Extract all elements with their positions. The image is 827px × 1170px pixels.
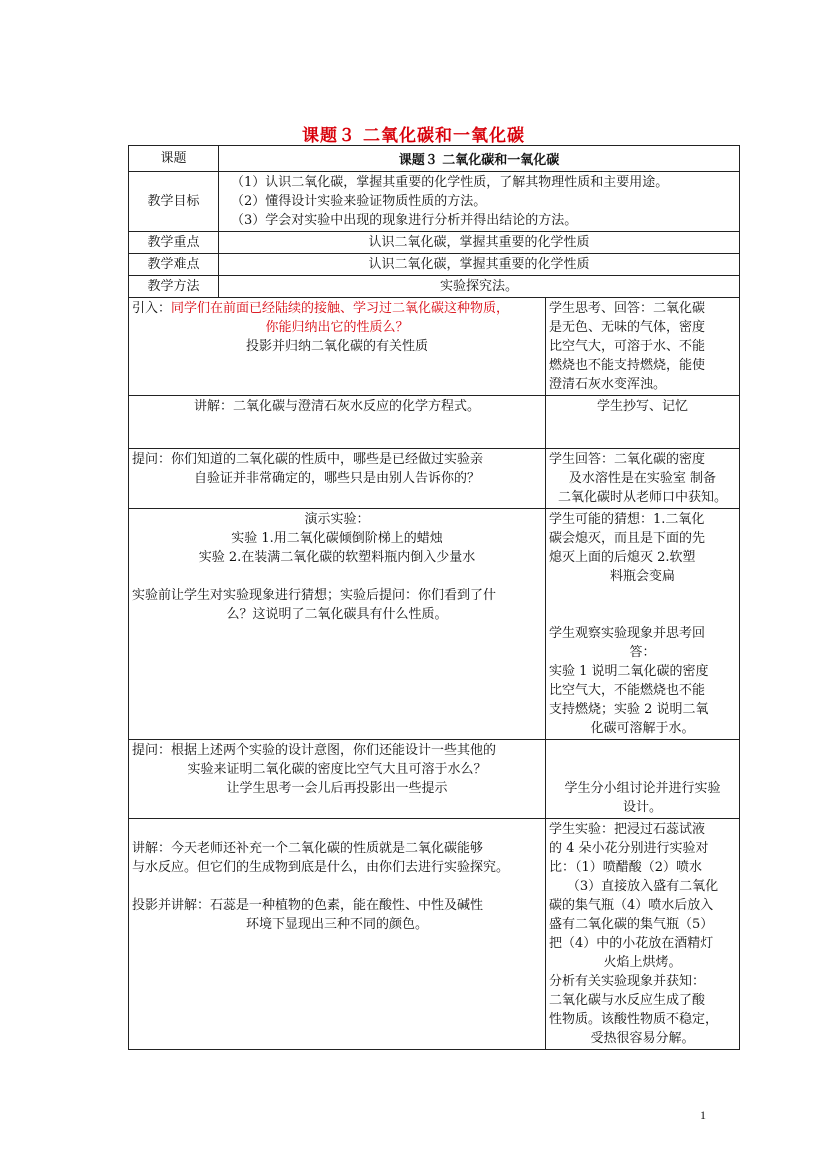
explain-row (129, 396, 740, 449)
topic-value: 课题３ 二氧化碳和一氧化碳 (219, 146, 740, 172)
goals-row (129, 172, 740, 232)
student-text: 燃烧也不能支持燃烧，能使 (549, 358, 706, 373)
student-text: 料瓶会变扁 (609, 569, 675, 584)
page-title: 课题３ 二氧化碳和一氧化碳 (302, 126, 525, 146)
key-row (129, 232, 740, 254)
student-text: 把（4）中的小花放在酒精灯 (549, 936, 714, 951)
student-text: 学生观察实验现象并思考回 (549, 626, 706, 641)
teacher-text: 实验 2.在装满二氧化碳的软塑料瓶内倒入少量水 (198, 550, 476, 565)
difficulty-row (129, 254, 740, 276)
student-text: 化碳可溶解于水。 (590, 721, 695, 736)
key-label: 教学重点 (129, 232, 219, 254)
student-text: 盛有二氧化碳的集气瓶（5） (549, 917, 714, 932)
demo-student-cell (546, 509, 740, 740)
student-text: 及水溶性是在实验室 制备 (568, 471, 717, 486)
intro-prefix: 引入： (132, 301, 172, 316)
intro-student-cell (546, 298, 740, 396)
teacher-text: 与水反应。但它们的生成物到底是什么，由你们去进行实验探究。 (132, 860, 510, 875)
student-text: 学生思考、回答：二氧化碳 (549, 301, 706, 316)
student-text: 碳的集气瓶（4）喷水后放入 (549, 898, 714, 913)
student-text: 比空气大，不能燃烧也不能 (549, 683, 706, 698)
demo-row (129, 509, 740, 740)
student-text: 比：（1）喷醋酸（2）喷水 (549, 860, 703, 875)
reaction-row (129, 819, 740, 1050)
teacher-text: 实验来证明二氧化碳的密度比空气大且可溶于水么？ (187, 762, 487, 777)
student-text: 学生回答：二氧化碳的密度 (549, 452, 706, 467)
goal-item: （2）懂得设计实验来验证物质性质的方法。 (231, 194, 487, 209)
teacher-text: 让学生思考一会儿后再投影出一些提示 (226, 781, 448, 796)
student-text: 的 4 朵小花分别进行实验对 (549, 841, 709, 856)
student-text: 二氧化碳时从老师口中获知。 (557, 490, 727, 505)
student-text: 熄灭上面的后熄灭 2.软塑 (549, 550, 696, 565)
method-value: 实验探究法。 (219, 276, 740, 298)
goal-item: （1）认识二氧化碳，掌握其重要的化学性质，了解其物理性质和主要用途。 (231, 175, 669, 190)
student-text: 分析有关实验现象并获知： (549, 974, 706, 989)
teacher-text: 自验证并非常确定的，哪些只是由别人告诉你的？ (193, 471, 480, 486)
topic-label: 课题 (129, 146, 219, 172)
intro-question-line2: 你能归纳出它的性质么？ (265, 320, 409, 335)
method-row (129, 276, 740, 298)
explain-student-cell: 学生抄写、记忆 (546, 396, 740, 449)
student-text: 性物质。该酸性物质不稳定， (549, 1012, 719, 1027)
student-text: 澄清石灰水变浑浊。 (549, 377, 667, 392)
student-text: 实验 1 说明二氧化碳的密度 (549, 664, 709, 679)
page-number: 1 (700, 1108, 706, 1122)
student-text: 学生实验：把浸过石蕊试液 (549, 822, 706, 837)
goal-item: （3）学会对实验中出现的现象进行分析并得出结论的方法。 (231, 213, 578, 228)
goals-label: 教学目标 (129, 172, 219, 232)
key-value: 认识二氧化碳，掌握其重要的化学性质 (219, 232, 740, 254)
student-text: 设计。 (622, 800, 662, 815)
intro-row (129, 298, 740, 396)
difficulty-value: 认识二氧化碳，掌握其重要的化学性质 (219, 254, 740, 276)
demo-teacher-cell (129, 509, 546, 740)
teacher-text: 讲解：今天老师还补充一个二氧化碳的性质就是二氧化碳能够 (132, 841, 484, 856)
teacher-text: 演示实验： (304, 512, 370, 527)
goals-value (219, 172, 740, 232)
difficulty-label: 教学难点 (129, 254, 219, 276)
topic-row (129, 146, 740, 172)
student-text: 学生可能的猜想：1.二氧化 (549, 512, 705, 527)
question-teacher-cell (129, 449, 546, 509)
intro-question-line1: 同学们在前面已经陆续的接触、学习过二氧化碳这种物质， (171, 301, 510, 316)
teacher-text: 投影并讲解：石蕊是一种植物的色素，能在酸性、中性及碱性 (132, 898, 484, 913)
design-teacher-cell (129, 740, 546, 819)
method-label: 教学方法 (129, 276, 219, 298)
student-text: 碳会熄灭，而且是下面的先 (549, 531, 706, 546)
teacher-text: 提问：根据上述两个实验的设计意图，你们还能设计一些其他的 (132, 743, 497, 758)
student-text: 学生分小组讨论并进行实验 (564, 781, 721, 796)
student-text: 答： (629, 645, 656, 660)
intro-teacher-cell (129, 298, 546, 396)
question-row (129, 449, 740, 509)
teacher-text: 提问：你们知道的二氧化碳的性质中，哪些是已经做过实验亲 (132, 452, 484, 467)
intro-projection: 投影并归纳二氧化碳的有关性质 (245, 339, 428, 354)
design-student-cell (546, 740, 740, 819)
student-text: 比空气大，可溶于水、不能 (549, 339, 706, 354)
student-text: （3）直接放入盛有二氧化 (566, 879, 719, 894)
student-text: 二氧化碳与水反应生成了酸 (549, 993, 706, 1008)
question-student-cell (546, 449, 740, 509)
explain-teacher-cell (129, 396, 546, 449)
teacher-text: 环境下显现出三种不同的颜色。 (245, 917, 428, 932)
teacher-text: 实验前让学生对实验现象进行猜想；实验后提问：你们看到了什 (132, 588, 497, 603)
student-text: 受热很容易分解。 (590, 1031, 695, 1046)
student-text: 是无色、无味的气体，密度 (549, 320, 706, 335)
student-text: 支持燃烧；实验 2 说明二氧 (549, 702, 709, 717)
lesson-plan-table (128, 145, 740, 1050)
student-text: 火焰上烘烤。 (603, 955, 682, 970)
reaction-student-cell (546, 819, 740, 1050)
design-row (129, 740, 740, 819)
teacher-text: 讲解：二氧化碳与澄清石灰水反应的化学方程式。 (193, 399, 480, 414)
reaction-teacher-cell (129, 819, 546, 1050)
teacher-text: 么？这说明了二氧化碳具有什么性质。 (226, 607, 448, 622)
teacher-text: 实验 1.用二氧化碳倾倒阶梯上的蜡烛 (231, 531, 443, 546)
